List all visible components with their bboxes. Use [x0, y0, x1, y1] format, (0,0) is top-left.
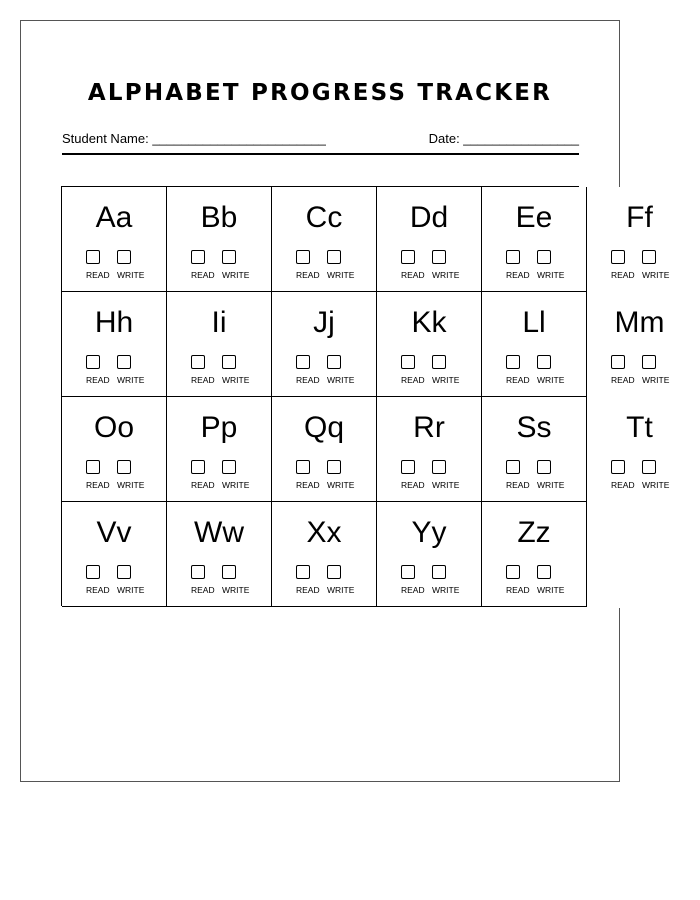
letter-label: Tt: [626, 411, 653, 444]
write-checkbox[interactable]: [432, 460, 446, 474]
letter-cell: [377, 397, 482, 502]
letter-cell: [377, 292, 482, 397]
letter-cell: [482, 292, 587, 397]
letter-label: Ff: [626, 201, 653, 234]
write-checkbox[interactable]: [327, 565, 341, 579]
write-label: WRITE: [432, 270, 460, 280]
letter-label: Kk: [411, 306, 447, 339]
letter-cell: [272, 292, 377, 397]
read-label: READ: [611, 375, 635, 385]
write-checkbox[interactable]: [117, 460, 131, 474]
read-label: READ: [191, 480, 215, 490]
write-checkbox[interactable]: [432, 355, 446, 369]
letter-cell: [167, 187, 272, 292]
write-checkbox[interactable]: [642, 355, 656, 369]
write-checkbox[interactable]: [117, 250, 131, 264]
write-label: WRITE: [117, 270, 145, 280]
date-field[interactable]: Date: ________________: [428, 131, 579, 146]
write-label: WRITE: [537, 375, 565, 385]
write-checkbox[interactable]: [222, 355, 236, 369]
letter-label: Dd: [409, 201, 449, 234]
write-label: WRITE: [432, 480, 460, 490]
letter-cell: [587, 187, 692, 293]
read-checkbox[interactable]: [506, 355, 520, 369]
letter-label: Ee: [515, 201, 553, 234]
letter-cell: [587, 397, 692, 503]
read-label: READ: [506, 480, 530, 490]
letter-label: Vv: [96, 516, 132, 549]
write-checkbox[interactable]: [537, 355, 551, 369]
read-label: READ: [296, 270, 320, 280]
write-checkbox[interactable]: [117, 355, 131, 369]
read-checkbox[interactable]: [506, 565, 520, 579]
letter-cell: [377, 187, 482, 292]
letter-label: Xx: [306, 516, 342, 549]
read-label: READ: [506, 585, 530, 595]
write-checkbox[interactable]: [222, 565, 236, 579]
read-checkbox[interactable]: [506, 460, 520, 474]
write-checkbox[interactable]: [327, 355, 341, 369]
letter-label: Oo: [93, 411, 135, 444]
read-label: READ: [296, 585, 320, 595]
write-label: WRITE: [222, 480, 250, 490]
read-checkbox[interactable]: [611, 250, 625, 264]
write-label: WRITE: [642, 270, 670, 280]
letter-label: Ss: [516, 411, 552, 444]
letter-grid: [61, 186, 670, 606]
read-label: READ: [86, 270, 110, 280]
write-label: WRITE: [327, 270, 355, 280]
read-checkbox[interactable]: [401, 355, 415, 369]
read-label: READ: [86, 585, 110, 595]
write-label: WRITE: [222, 585, 250, 595]
letter-label: Rr: [413, 411, 445, 444]
header-divider: [62, 153, 579, 155]
letter-cell: [272, 187, 377, 292]
write-checkbox[interactable]: [642, 460, 656, 474]
write-label: WRITE: [327, 480, 355, 490]
write-checkbox[interactable]: [117, 565, 131, 579]
read-checkbox[interactable]: [401, 565, 415, 579]
read-checkbox[interactable]: [191, 355, 205, 369]
letter-cell: [62, 397, 167, 502]
letter-cell: [482, 502, 587, 607]
read-checkbox[interactable]: [191, 460, 205, 474]
letter-cell: [482, 187, 587, 292]
write-checkbox[interactable]: [537, 460, 551, 474]
read-checkbox[interactable]: [86, 565, 100, 579]
read-label: READ: [401, 375, 425, 385]
student-name-field[interactable]: Student Name: ________________________: [62, 131, 326, 146]
write-checkbox[interactable]: [222, 250, 236, 264]
letter-label: Qq: [303, 411, 345, 444]
page-title: ALPHABET PROGRESS TRACKER: [87, 80, 553, 106]
letter-label: Pp: [200, 411, 238, 444]
write-label: WRITE: [327, 585, 355, 595]
write-checkbox[interactable]: [432, 565, 446, 579]
write-label: WRITE: [642, 480, 670, 490]
read-label: READ: [401, 480, 425, 490]
read-checkbox[interactable]: [506, 250, 520, 264]
read-checkbox[interactable]: [611, 355, 625, 369]
letter-label: Zz: [517, 516, 551, 549]
letter-cell: [587, 502, 692, 608]
letter-label: Ll: [522, 306, 546, 339]
read-label: READ: [611, 480, 635, 490]
write-checkbox[interactable]: [432, 250, 446, 264]
letter-label: Yy: [411, 516, 447, 549]
write-label: WRITE: [537, 270, 565, 280]
write-label: WRITE: [432, 585, 460, 595]
letter-label: Mm: [614, 306, 665, 339]
read-label: READ: [296, 375, 320, 385]
read-label: READ: [191, 375, 215, 385]
write-label: WRITE: [222, 375, 250, 385]
read-checkbox[interactable]: [191, 565, 205, 579]
read-checkbox[interactable]: [401, 250, 415, 264]
write-checkbox[interactable]: [222, 460, 236, 474]
read-label: READ: [401, 270, 425, 280]
read-label: READ: [86, 375, 110, 385]
letter-cell: [377, 502, 482, 607]
write-label: WRITE: [642, 375, 670, 385]
letter-cell: [272, 502, 377, 607]
write-checkbox[interactable]: [642, 250, 656, 264]
read-label: READ: [506, 270, 530, 280]
letter-label: Bb: [200, 201, 238, 234]
read-label: READ: [506, 375, 530, 385]
letter-cell: [167, 502, 272, 607]
read-checkbox[interactable]: [86, 250, 100, 264]
read-checkbox[interactable]: [296, 250, 310, 264]
letter-label: Jj: [313, 306, 335, 339]
read-checkbox[interactable]: [191, 250, 205, 264]
letter-label: Cc: [305, 201, 343, 234]
read-checkbox[interactable]: [296, 565, 310, 579]
letter-cell: [482, 397, 587, 502]
read-checkbox[interactable]: [296, 355, 310, 369]
read-label: READ: [191, 585, 215, 595]
letter-label: Ww: [194, 516, 244, 549]
read-label: READ: [86, 480, 110, 490]
write-label: WRITE: [327, 375, 355, 385]
read-checkbox[interactable]: [296, 460, 310, 474]
write-label: WRITE: [222, 270, 250, 280]
write-label: WRITE: [537, 480, 565, 490]
write-label: WRITE: [537, 585, 565, 595]
read-checkbox[interactable]: [86, 460, 100, 474]
letter-label: Ii: [211, 306, 227, 339]
write-checkbox[interactable]: [327, 250, 341, 264]
read-label: READ: [401, 585, 425, 595]
letter-cell: [167, 397, 272, 502]
letter-label: Aa: [95, 201, 133, 234]
letter-cell: [272, 397, 377, 502]
write-label: WRITE: [117, 375, 145, 385]
read-checkbox[interactable]: [611, 460, 625, 474]
letter-cell: [167, 292, 272, 397]
header-fields: [62, 131, 579, 146]
letter-cell: [587, 292, 692, 398]
read-label: READ: [191, 270, 215, 280]
letter-cell: [62, 292, 167, 397]
write-label: WRITE: [117, 585, 145, 595]
letter-cell: [62, 187, 167, 292]
write-label: WRITE: [117, 480, 145, 490]
letter-cell: [62, 502, 167, 607]
letter-label: Hh: [94, 306, 134, 339]
write-checkbox[interactable]: [537, 565, 551, 579]
read-checkbox[interactable]: [86, 355, 100, 369]
write-checkbox[interactable]: [327, 460, 341, 474]
read-label: READ: [296, 480, 320, 490]
write-checkbox[interactable]: [537, 250, 551, 264]
read-checkbox[interactable]: [401, 460, 415, 474]
write-label: WRITE: [432, 375, 460, 385]
read-label: READ: [611, 270, 635, 280]
